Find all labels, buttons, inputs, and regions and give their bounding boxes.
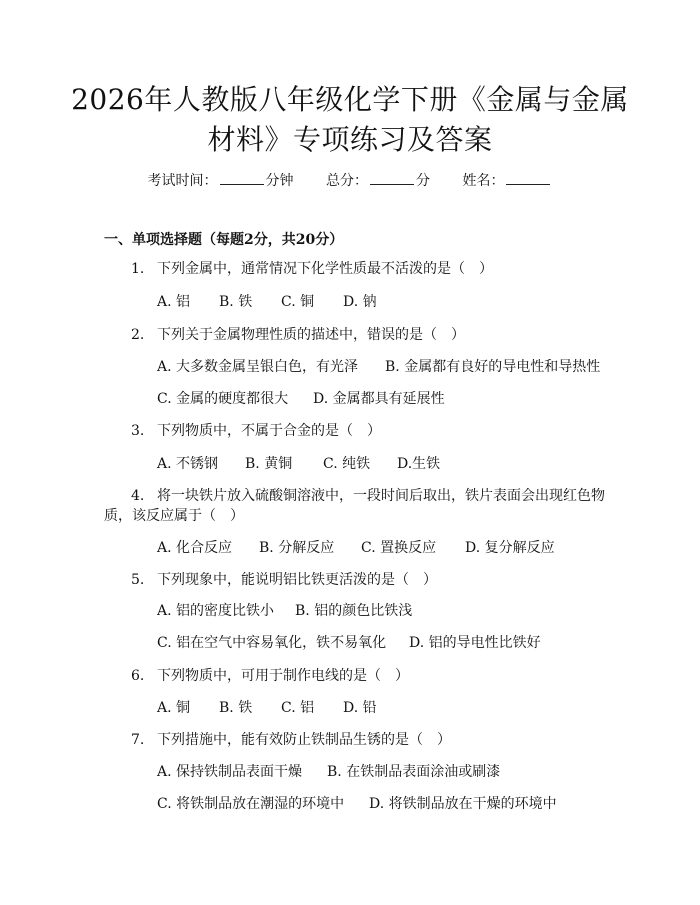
option-b: B. 分解反应 [259,540,335,556]
question-text: 下列现象中，能说明铝比铁更活泼的是（ ） [157,572,437,588]
option-b: B. 铁 [219,294,253,310]
score-unit: 分 [416,173,430,189]
title-line-2: 材料》专项练习及答案 [207,123,493,156]
option-c: C. 铝 [281,700,315,716]
question-text: 下列物质中，可用于制作电线的是（ ） [157,668,409,684]
question-3 [131,421,381,441]
time-blank [220,172,264,185]
option-d: D. 铝的导电性比铁好 [409,635,541,651]
option-d: D. 复分解反应 [465,540,555,556]
option-c: C. 置换反应 [361,540,437,556]
name-blank [506,172,550,185]
question-4 [131,486,605,506]
exam-meta [0,170,700,190]
question-text: 下列物质中，不属于合金的是（ ） [157,423,381,439]
option-d: D. 金属都具有延展性 [313,391,445,407]
option-a: A. 大多数金属呈银白色，有光泽 [157,359,359,375]
option-c: C. 铜 [281,294,315,310]
question-6-options [157,698,377,718]
section-title: 一、单项选择题（每题2分，共20分） [104,232,344,248]
option-c: C. 纯铁 [323,456,371,472]
question-text: 下列措施中，能有效防止铁制品生锈的是（ ） [157,732,451,748]
name-label: 姓名： [462,173,505,189]
option-b: B. 铁 [219,700,253,716]
option-a: A. 保持铁制品表面干燥 [157,764,303,780]
question-5-options-row1 [157,601,412,621]
question-5 [131,570,437,590]
question-1 [131,259,493,279]
option-b: B. 铝的颜色比铁浅 [295,603,413,619]
question-number: 3. [131,423,145,439]
time-label: 考试时间： [147,173,218,189]
title-line-1: 2026年人教版八年级化学下册《金属与金属 [71,83,629,116]
option-d: D. 钠 [343,294,377,310]
question-2-options-row2 [157,389,445,409]
question-3-options [157,454,440,474]
question-7-options-row1 [157,762,500,782]
question-7 [131,730,451,750]
option-a: A. 铝的密度比铁小 [157,603,275,619]
option-d: D.生铁 [397,456,441,472]
question-text: 下列金属中，通常情况下化学性质最不活泼的是（ ） [157,261,493,277]
question-number: 6. [131,668,145,684]
question-number: 5. [131,572,145,588]
question-number: 1. [131,261,145,277]
option-a: A. 铝 [157,294,191,310]
question-7-options-row2 [157,794,557,814]
page-title [60,80,640,160]
option-a: A. 化合反应 [157,540,233,556]
option-a: A. 铜 [157,700,191,716]
question-6 [131,666,409,686]
question-text-continued: 质，该反应属于（ ） [104,508,244,524]
question-number: 2. [131,327,145,343]
time-unit: 分钟 [265,173,294,189]
option-d: D. 将铁制品放在干燥的环境中 [369,796,557,812]
option-b: B. 金属都有良好的导电性和导热性 [385,359,601,375]
option-c: C. 将铁制品放在潮湿的环境中 [157,796,345,812]
question-number: 7. [131,732,145,748]
question-1-options [157,292,377,312]
question-2 [131,325,465,345]
question-number: 4. [131,488,145,504]
question-text: 下列关于金属物理性质的描述中，错误的是（ ） [157,327,465,343]
option-d: D. 铅 [343,700,377,716]
question-4-continued [104,506,244,526]
option-a: A. 不锈钢 [157,456,219,472]
question-5-options-row2 [157,633,541,653]
option-c: C. 金属的硬度都很大 [157,391,289,407]
option-c: C. 铝在空气中容易氧化，铁不易氧化 [157,635,387,651]
option-b: B. 黄铜 [245,456,293,472]
question-4-options [157,538,555,558]
name-field [462,173,552,189]
question-text: 将一块铁片放入硫酸铜溶液中，一段时间后取出，铁片表面会出现红色物 [157,488,605,504]
question-2-options-row1 [157,357,600,377]
option-b: B. 在铁制品表面涂油或刷漆 [327,764,501,780]
score-blank [370,172,414,185]
score-label: 总分： [326,173,368,189]
time-field [148,173,298,189]
score-field [326,173,434,189]
